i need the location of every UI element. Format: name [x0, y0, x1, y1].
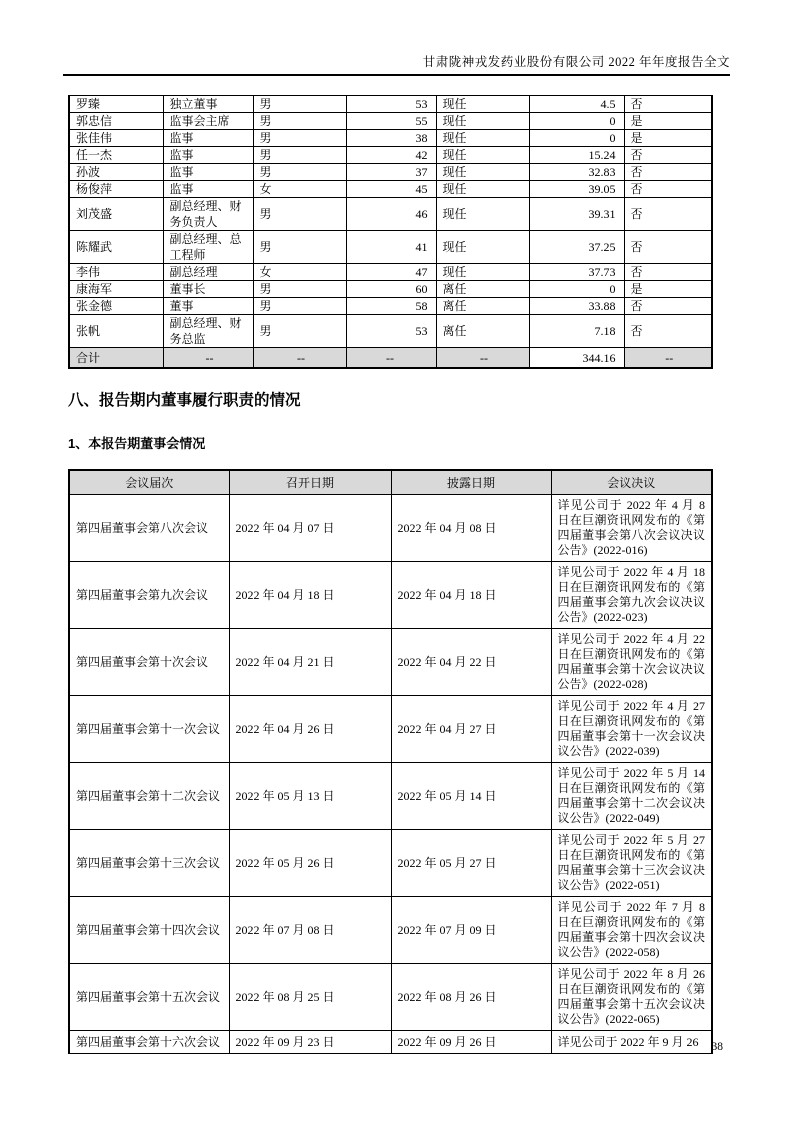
- officer-row-name-cell: 孙波: [69, 164, 163, 181]
- total-status-cell: --: [436, 348, 529, 369]
- officer-row: [69, 231, 712, 264]
- meeting-row-resolution-cell: 详见公司于 2022 年 7 月 8 日在巨潮资讯网发布的《第四届董事会第十四次会议决议公告》(2022-058): [551, 897, 712, 964]
- officer-row-remuneration-cell: 4.5: [529, 96, 624, 113]
- meeting-row-session-cell: 第四届董事会第十五次会议: [69, 964, 229, 1031]
- officer-row: [69, 164, 712, 181]
- meetings-header-session: 会议届次: [69, 470, 229, 495]
- meeting-row-session-cell: 第四届董事会第十三次会议: [69, 830, 229, 897]
- officer-row-status-cell: 现任: [436, 231, 529, 264]
- officer-row-flag-cell: 否: [624, 147, 712, 164]
- meeting-row: [69, 1031, 712, 1054]
- officer-row-position-cell: 副总经理、财务总监: [163, 315, 253, 348]
- officer-row-remuneration-cell: 32.83: [529, 164, 624, 181]
- meetings-header-date-disclosed: 披露日期: [391, 470, 551, 495]
- meeting-row: [69, 763, 712, 830]
- officer-row-name-cell: 张佳伟: [69, 130, 163, 147]
- officer-row-age-cell: 58: [346, 298, 436, 315]
- meeting-row-date-disclosed-cell: 2022 年 09 月 26 日: [391, 1031, 551, 1054]
- officer-row-remuneration-cell: 0: [529, 130, 624, 147]
- meetings-header-resolution: 会议决议: [551, 470, 712, 495]
- meeting-row-session-cell: 第四届董事会第八次会议: [69, 495, 229, 562]
- officer-row-gender-cell: 男: [253, 130, 346, 147]
- officer-row-status-cell: 现任: [436, 264, 529, 281]
- officer-row-gender-cell: 女: [253, 264, 346, 281]
- officer-row: [69, 181, 712, 198]
- meeting-row-session-cell: 第四届董事会第九次会议: [69, 562, 229, 629]
- officer-row: [69, 96, 712, 113]
- officer-row-status-cell: 现任: [436, 147, 529, 164]
- officer-row-name-cell: 李伟: [69, 264, 163, 281]
- meetings-table-body: [69, 495, 712, 1054]
- meeting-row: [69, 495, 712, 562]
- officer-row-age-cell: 46: [346, 198, 436, 231]
- officer-row-status-cell: 离任: [436, 298, 529, 315]
- officer-row-name-cell: 张帆: [69, 315, 163, 348]
- officer-row-status-cell: 现任: [436, 198, 529, 231]
- officer-row-name-cell: 陈耀武: [69, 231, 163, 264]
- total-age-cell: --: [346, 348, 436, 369]
- meetings-table: [68, 469, 713, 1054]
- meeting-row-date-held-cell: 2022 年 05 月 26 日: [229, 830, 391, 897]
- officer-row-name-cell: 罗臻: [69, 96, 163, 113]
- officer-row-gender-cell: 男: [253, 281, 346, 298]
- meeting-row-session-cell: 第四届董事会第十四次会议: [69, 897, 229, 964]
- section-subheading: 1、本报告期董事会情况: [68, 436, 206, 451]
- meeting-row-resolution-cell: 详见公司于 2022 年 9 月 26: [551, 1031, 712, 1054]
- meeting-row-session-cell: 第四届董事会第十一次会议: [69, 696, 229, 763]
- meeting-row-date-disclosed-cell: 2022 年 08 月 26 日: [391, 964, 551, 1031]
- meetings-header-date-held: 召开日期: [229, 470, 391, 495]
- officer-row: [69, 264, 712, 281]
- officer-row-name-cell: 杨俊萍: [69, 181, 163, 198]
- meeting-row-date-disclosed-cell: 2022 年 04 月 27 日: [391, 696, 551, 763]
- officer-row-remuneration-cell: 37.25: [529, 231, 624, 264]
- officer-row-remuneration-cell: 7.18: [529, 315, 624, 348]
- officer-row-flag-cell: 否: [624, 164, 712, 181]
- officer-row-status-cell: 现任: [436, 96, 529, 113]
- total-gender-cell: --: [253, 348, 346, 369]
- officer-row-remuneration-cell: 39.05: [529, 181, 624, 198]
- officer-row-age-cell: 37: [346, 164, 436, 181]
- officer-row-position-cell: 董事: [163, 298, 253, 315]
- officer-row-flag-cell: 否: [624, 198, 712, 231]
- officer-row-remuneration-cell: 33.88: [529, 298, 624, 315]
- officer-row-gender-cell: 男: [253, 198, 346, 231]
- officer-row-position-cell: 监事: [163, 164, 253, 181]
- officer-row-age-cell: 55: [346, 113, 436, 130]
- total-remuneration-cell: 344.16: [529, 348, 624, 369]
- officer-row-flag-cell: 否: [624, 315, 712, 348]
- meeting-row-date-held-cell: 2022 年 07 月 08 日: [229, 897, 391, 964]
- officer-row-flag-cell: 否: [624, 298, 712, 315]
- officer-row-name-cell: 张金德: [69, 298, 163, 315]
- officer-row-position-cell: 副总经理: [163, 264, 253, 281]
- officer-row-name-cell: 任一杰: [69, 147, 163, 164]
- officer-row-flag-cell: 否: [624, 181, 712, 198]
- meeting-row-date-disclosed-cell: 2022 年 04 月 08 日: [391, 495, 551, 562]
- officer-row-name-cell: 刘茂盛: [69, 198, 163, 231]
- officer-row: [69, 281, 712, 298]
- total-flag-cell: --: [624, 348, 712, 369]
- officers-table-body: [69, 96, 712, 348]
- officer-row-age-cell: 53: [346, 96, 436, 113]
- total-position-cell: --: [163, 348, 253, 369]
- officer-row-position-cell: 监事: [163, 147, 253, 164]
- officer-row-flag-cell: 是: [624, 130, 712, 147]
- officer-row-flag-cell: 否: [624, 231, 712, 264]
- officer-row-gender-cell: 男: [253, 147, 346, 164]
- officer-row-gender-cell: 男: [253, 298, 346, 315]
- officer-row: [69, 298, 712, 315]
- meeting-row-resolution-cell: 详见公司于 2022 年 4 月 8 日在巨潮资讯网发布的《第四届董事会第八次会议决议公告》(2022-016): [551, 495, 712, 562]
- meeting-row: [69, 830, 712, 897]
- meeting-row-resolution-cell: 详见公司于 2022 年 5 月 14 日在巨潮资讯网发布的《第四届董事会第十二次会议决议公告》(2022-049): [551, 763, 712, 830]
- officer-row: [69, 113, 712, 130]
- meeting-row: [69, 897, 712, 964]
- meeting-row-resolution-cell: 详见公司于 2022 年 4 月 22 日在巨潮资讯网发布的《第四届董事会第十次会议决议公告》(2022-028): [551, 629, 712, 696]
- officer-row: [69, 130, 712, 147]
- officer-row-gender-cell: 男: [253, 96, 346, 113]
- meeting-row-date-disclosed-cell: 2022 年 04 月 22 日: [391, 629, 551, 696]
- meeting-row-date-disclosed-cell: 2022 年 04 月 18 日: [391, 562, 551, 629]
- officer-row-position-cell: 副总经理、总工程师: [163, 231, 253, 264]
- officers-total-row: [69, 348, 712, 369]
- meeting-row: [69, 562, 712, 629]
- officer-row-status-cell: 现任: [436, 130, 529, 147]
- officer-row: [69, 147, 712, 164]
- officer-row-gender-cell: 男: [253, 164, 346, 181]
- meeting-row: [69, 964, 712, 1031]
- officers-table-total: [69, 348, 712, 369]
- meeting-row-date-disclosed-cell: 2022 年 07 月 09 日: [391, 897, 551, 964]
- officer-row-name-cell: 康海军: [69, 281, 163, 298]
- meeting-row-resolution-cell: 详见公司于 2022 年 4 月 18 日在巨潮资讯网发布的《第四届董事会第九次会议决议公告》(2022-023): [551, 562, 712, 629]
- officer-row-gender-cell: 男: [253, 113, 346, 130]
- officer-row-gender-cell: 女: [253, 181, 346, 198]
- officer-row-age-cell: 60: [346, 281, 436, 298]
- meeting-row: [69, 696, 712, 763]
- meeting-row-resolution-cell: 详见公司于 2022 年 8 月 26 日在巨潮资讯网发布的《第四届董事会第十五次会议决议公告》(2022-065): [551, 964, 712, 1031]
- officer-row-age-cell: 47: [346, 264, 436, 281]
- officer-row-remuneration-cell: 39.31: [529, 198, 624, 231]
- officer-row: [69, 315, 712, 348]
- officer-row-remuneration-cell: 0: [529, 281, 624, 298]
- meeting-row-date-held-cell: 2022 年 04 月 18 日: [229, 562, 391, 629]
- officer-row-gender-cell: 男: [253, 315, 346, 348]
- officer-row-gender-cell: 男: [253, 231, 346, 264]
- officer-row-remuneration-cell: 0: [529, 113, 624, 130]
- officer-row: [69, 198, 712, 231]
- page-header-title: 甘肃陇神戎发药业股份有限公司 2022 年年度报告全文: [63, 54, 730, 76]
- meeting-row-resolution-cell: 详见公司于 2022 年 5 月 27 日在巨潮资讯网发布的《第四届董事会第十三次会议决议公告》(2022-051): [551, 830, 712, 897]
- officer-row-position-cell: 独立董事: [163, 96, 253, 113]
- officer-row-position-cell: 监事: [163, 130, 253, 147]
- officer-row-status-cell: 现任: [436, 164, 529, 181]
- officer-row-flag-cell: 否: [624, 264, 712, 281]
- meeting-row-date-disclosed-cell: 2022 年 05 月 14 日: [391, 763, 551, 830]
- meetings-header-row: [69, 470, 712, 495]
- officer-row-status-cell: 离任: [436, 315, 529, 348]
- officer-row-flag-cell: 是: [624, 281, 712, 298]
- officer-row-position-cell: 监事会主席: [163, 113, 253, 130]
- officer-row-position-cell: 监事: [163, 181, 253, 198]
- total-label-cell: 合计: [69, 348, 163, 369]
- officer-row-status-cell: 现任: [436, 113, 529, 130]
- meetings-table-head: [69, 470, 712, 495]
- meeting-row: [69, 629, 712, 696]
- meeting-row-resolution-cell: 详见公司于 2022 年 4 月 27 日在巨潮资讯网发布的《第四届董事会第十一次会议决议公告》(2022-039): [551, 696, 712, 763]
- officer-row-age-cell: 53: [346, 315, 436, 348]
- meeting-row-session-cell: 第四届董事会第十二次会议: [69, 763, 229, 830]
- meeting-row-date-held-cell: 2022 年 09 月 23 日: [229, 1031, 391, 1054]
- meeting-row-session-cell: 第四届董事会第十次会议: [69, 629, 229, 696]
- section-heading: 八、报告期内董事履行职责的情况: [68, 392, 301, 409]
- meeting-row-date-disclosed-cell: 2022 年 05 月 27 日: [391, 830, 551, 897]
- officers-table: [68, 95, 713, 369]
- officer-row-position-cell: 副总经理、财务负责人: [163, 198, 253, 231]
- meeting-row-date-held-cell: 2022 年 04 月 26 日: [229, 696, 391, 763]
- officer-row-flag-cell: 否: [624, 96, 712, 113]
- page-number: 38: [711, 1041, 723, 1053]
- meeting-row-date-held-cell: 2022 年 04 月 21 日: [229, 629, 391, 696]
- officer-row-age-cell: 38: [346, 130, 436, 147]
- officer-row-name-cell: 郭忠信: [69, 113, 163, 130]
- officer-row-status-cell: 现任: [436, 181, 529, 198]
- meeting-row-date-held-cell: 2022 年 04 月 07 日: [229, 495, 391, 562]
- meeting-row-session-cell: 第四届董事会第十六次会议: [69, 1031, 229, 1054]
- officer-row-status-cell: 离任: [436, 281, 529, 298]
- officer-row-age-cell: 42: [346, 147, 436, 164]
- officer-row-remuneration-cell: 15.24: [529, 147, 624, 164]
- officer-row-age-cell: 45: [346, 181, 436, 198]
- officer-row-remuneration-cell: 37.73: [529, 264, 624, 281]
- officer-row-flag-cell: 是: [624, 113, 712, 130]
- meeting-row-date-held-cell: 2022 年 05 月 13 日: [229, 763, 391, 830]
- officer-row-age-cell: 41: [346, 231, 436, 264]
- officer-row-position-cell: 董事长: [163, 281, 253, 298]
- meeting-row-date-held-cell: 2022 年 08 月 25 日: [229, 964, 391, 1031]
